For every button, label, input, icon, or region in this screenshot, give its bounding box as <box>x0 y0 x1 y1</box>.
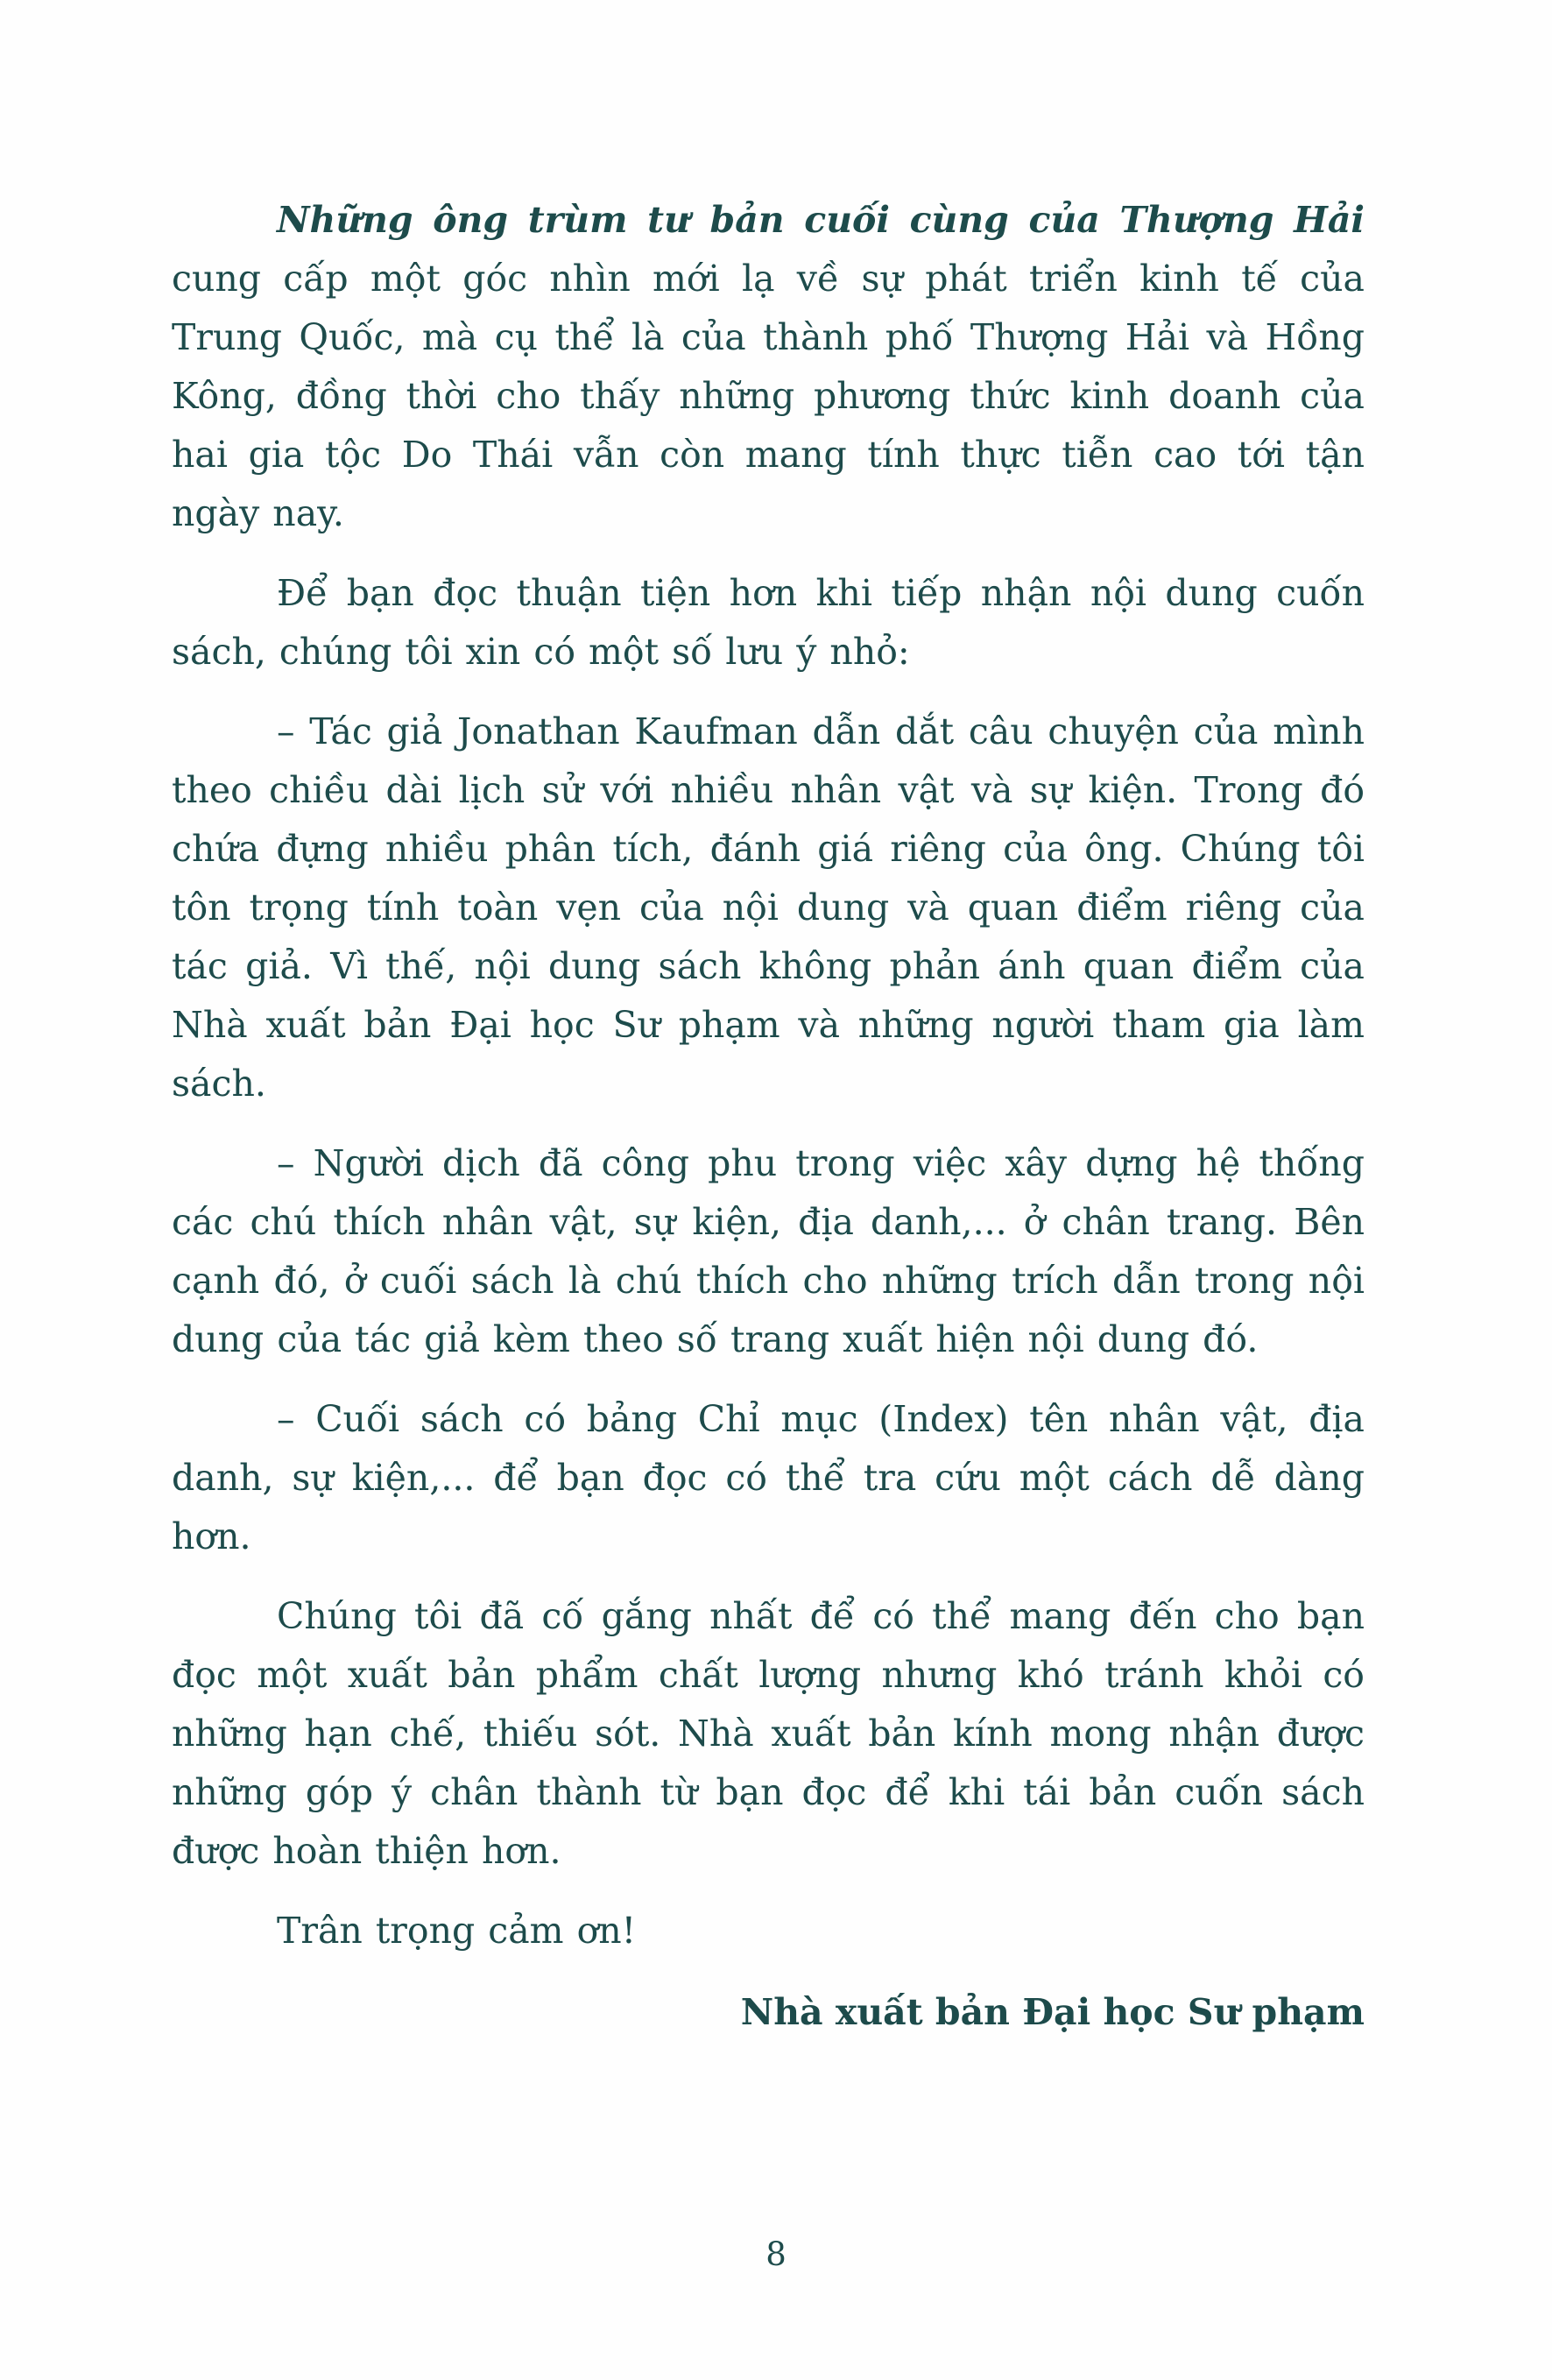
page-number: 8 <box>765 2235 787 2273</box>
paragraph-intro-text: cung cấp một góc nhìn mới lạ về sự phát triển kinh tế của Trung Quốc, mà cụ thể là của thành phố Thượng Hải và Hồng Kông, đồng thời cho thấy những phương thức kinh doanh của hai gia tộc Do Thái vẫn còn mang tính thực tiễn cao tới tận ngày nay. <box>172 258 1365 534</box>
paragraph-apology: Chúng tôi đã cố gắng nhất để có thể mang đến cho bạn đọc một xuất bản phẩm chất lượng nhưng khó tránh khỏi có những hạn chế, thiếu sót. Nhà xuất bản kính mong nhận được những góp ý chân thành từ bạn đọc để khi tái bản cuốn sách được hoàn thiện hơn. <box>172 1595 1365 1872</box>
publisher-signature: Nhà xuất bản Đại học Sư phạm <box>740 1991 1365 2033</box>
paragraph-note-index: – Cuối sách có bảng Chỉ mục (Index) tên nhân vật, địa danh, sự kiện,... để bạn đọc có thể tra cứu một cách dễ dàng hơn. <box>172 1398 1365 1557</box>
page-body <box>172 191 1365 2042</box>
paragraph-note-translator: – Người dịch đã công phu trong việc xây dựng hệ thống các chú thích nhân vật, sự kiện, địa danh,... ở chân trang. Bên cạnh đó, ở cuối sách là chú thích cho những trích dẫn trong nội dung của tác giả kèm theo số trang xuất hiện nội dung đó. <box>172 1142 1365 1360</box>
paragraph-intro <box>172 191 1365 543</box>
paragraph-note-author: – Tác giả Jonathan Kaufman dẫn dắt câu chuyện của mình theo chiều dài lịch sử với nhiều nhân vật và sự kiện. Trong đó chứa đựng nhiều phân tích, đánh giá riêng của ông. Chúng tôi tôn trọng tính toàn vẹn của nội dung và quan điểm riêng của tác giả. Vì thế, nội dung sách không phản ánh quan điểm của Nhà xuất bản Đại học Sư phạm và những người tham gia làm sách. <box>172 710 1365 1105</box>
paragraph-thanks: Trân trọng cảm ơn! <box>277 1910 637 1952</box>
paragraph-reader-note: Để bạn đọc thuận tiện hơn khi tiếp nhận nội dung cuốn sách, chúng tôi xin có một số lưu ý nhỏ: <box>172 572 1365 673</box>
book-title-emphasis: Những ông trùm tư bản cuối cùng của Thượng Hải <box>277 199 1365 241</box>
